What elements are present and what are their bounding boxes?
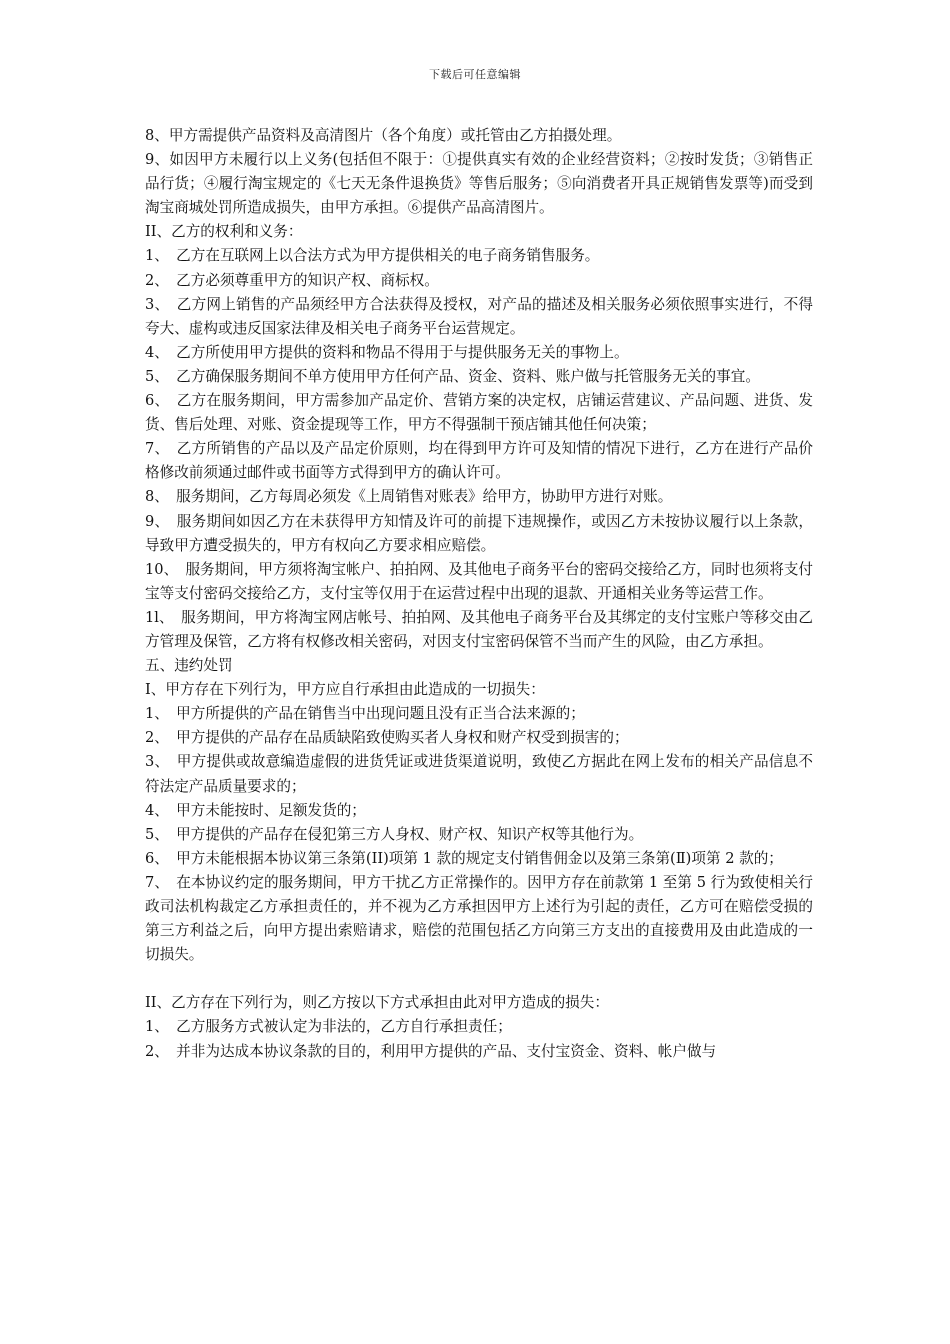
paragraph: 7、 在本协议约定的服务期间，甲方干扰乙方正常操作的。因甲方存在前款第 1 至第 5 行为致使相关行政司法机构裁定乙方承担责任的，并不视为乙方承担因甲方上述行为引起的责任，乙方可在赔偿受损的第三方利益之后，向甲方提出索赔请求，赔偿的范围包括乙方向第三方支出的直接费用及由此造成的一切损失。 [145, 873, 813, 964]
paragraph: 9、如因甲方未履行以上义务(包括但不限于：①提供真实有效的企业经营资料；②按时发货；③销售正品行货；④履行淘宝规定的《七天无条件退换货》等售后服务；⑤向消费者开具正规销售发票等)而受到淘宝商城处罚所造成损失，由甲方承担。⑥提供产品高清图片。 [145, 151, 813, 217]
paragraph: 9、 服务期间如因乙方在未获得甲方知情及许可的前提下违规操作，或因乙方未按协议履行以上条款，导致甲方遭受损失的，甲方有权向乙方要求相应赔偿。 [145, 512, 813, 554]
section-heading: 五、违约处罚 [145, 657, 233, 675]
blank-line [145, 967, 813, 991]
section-heading: II、乙方存在下列行为，则乙方按以下方式承担由此对甲方造成的损失： [145, 994, 609, 1012]
paragraph: 8、甲方需提供产品资料及高清图片（各个角度）或托管由乙方拍摄处理。 [145, 127, 622, 144]
paragraph: 1、 甲方所提供的产品在销售当中出现问题且没有正当合法来源的； [145, 705, 585, 723]
paragraph: 5、 甲方提供的产品存在侵犯第三方人身权、财产权、知识产权等其他行为。 [145, 825, 644, 843]
paragraph: 2、 乙方必须尊重甲方的知识产权、商标权。 [145, 271, 439, 289]
paragraph: 1、 乙方服务方式被认定为非法的，乙方自行承担责任； [145, 1018, 512, 1036]
paragraph: 4、 乙方所使用甲方提供的资料和物品不得用于与提供服务无关的事物上。 [145, 343, 629, 361]
paragraph: 1、 乙方在互联网上以合法方式为甲方提供相关的电子商务销售服务。 [145, 247, 600, 265]
page-header: 下载后可任意编辑 [429, 68, 521, 81]
paragraph: 8、 服务期间，乙方每周必须发《上周销售对账表》给甲方，协助甲方进行对账。 [145, 488, 673, 506]
paragraph: 5、 乙方确保服务期间不单方使用甲方任何产品、资金、资料、账户做与托管服务无关的事宜。 [145, 367, 760, 385]
paragraph: 6、 乙方在服务期间，甲方需参加产品定价、营销方案的决定权，店铺运营建议、产品问题、进货、发货、售后处理、对账、资金提现等工作，甲方不得强制干预店铺其他任何决策； [145, 392, 813, 434]
paragraph: 3、 甲方提供或故意编造虚假的进货凭证或进货渠道说明，致使乙方据此在网上发布的相关产品信息不符法定产品质量要求的； [145, 753, 813, 795]
section-heading: II、乙方的权利和义务： [145, 223, 303, 241]
paragraph: 1l、 服务期间，甲方将淘宝网店帐号、拍拍网、及其他电子商务平台及其绑定的支付宝账户等移交由乙方管理及保管，乙方将有权修改相关密码，对因支付宝密码保管不当而产生的风险，由乙方承担。 [145, 608, 813, 650]
paragraph: 3、 乙方网上销售的产品须经甲方合法获得及授权，对产品的描述及相关服务必须依照事实进行，不得夸大、虚构或违反国家法律及相关电子商务平台运营规定。 [145, 295, 813, 337]
paragraph: 2、 并非为达成本协议条款的目的，利用甲方提供的产品、支付宝资金、资料、帐户做与 [145, 1042, 717, 1060]
document-body [145, 124, 813, 1064]
section-heading: I、甲方存在下列行为，甲方应自行承担由此造成的一切损失： [145, 681, 545, 699]
paragraph: 7、 乙方所销售的产品以及产品定价原则，均在得到甲方许可及知情的情况下进行，乙方在进行产品价格修改前须通过邮件或书面等方式得到甲方的确认许可。 [145, 440, 813, 482]
paragraph: 10、 服务期间，甲方须将淘宝帐户、拍拍网、及其他电子商务平台的密码交接给乙方，同时也须将支付宝等支付密码交接给乙方，支付宝等仅用于在运营过程中出现的退款、开通相关业务等运营工作。 [145, 560, 813, 602]
paragraph: 6、 甲方未能根据本协议第三条第(II)项第 1 款的规定支付销售佣金以及第三条第(Ⅱ)项第 2 款的； [145, 849, 783, 867]
paragraph: 4、 甲方未能按时、足额发货的； [145, 801, 366, 819]
paragraph: 2、 甲方提供的产品存在品质缺陷致使购买者人身权和财产权受到损害的； [145, 729, 629, 747]
